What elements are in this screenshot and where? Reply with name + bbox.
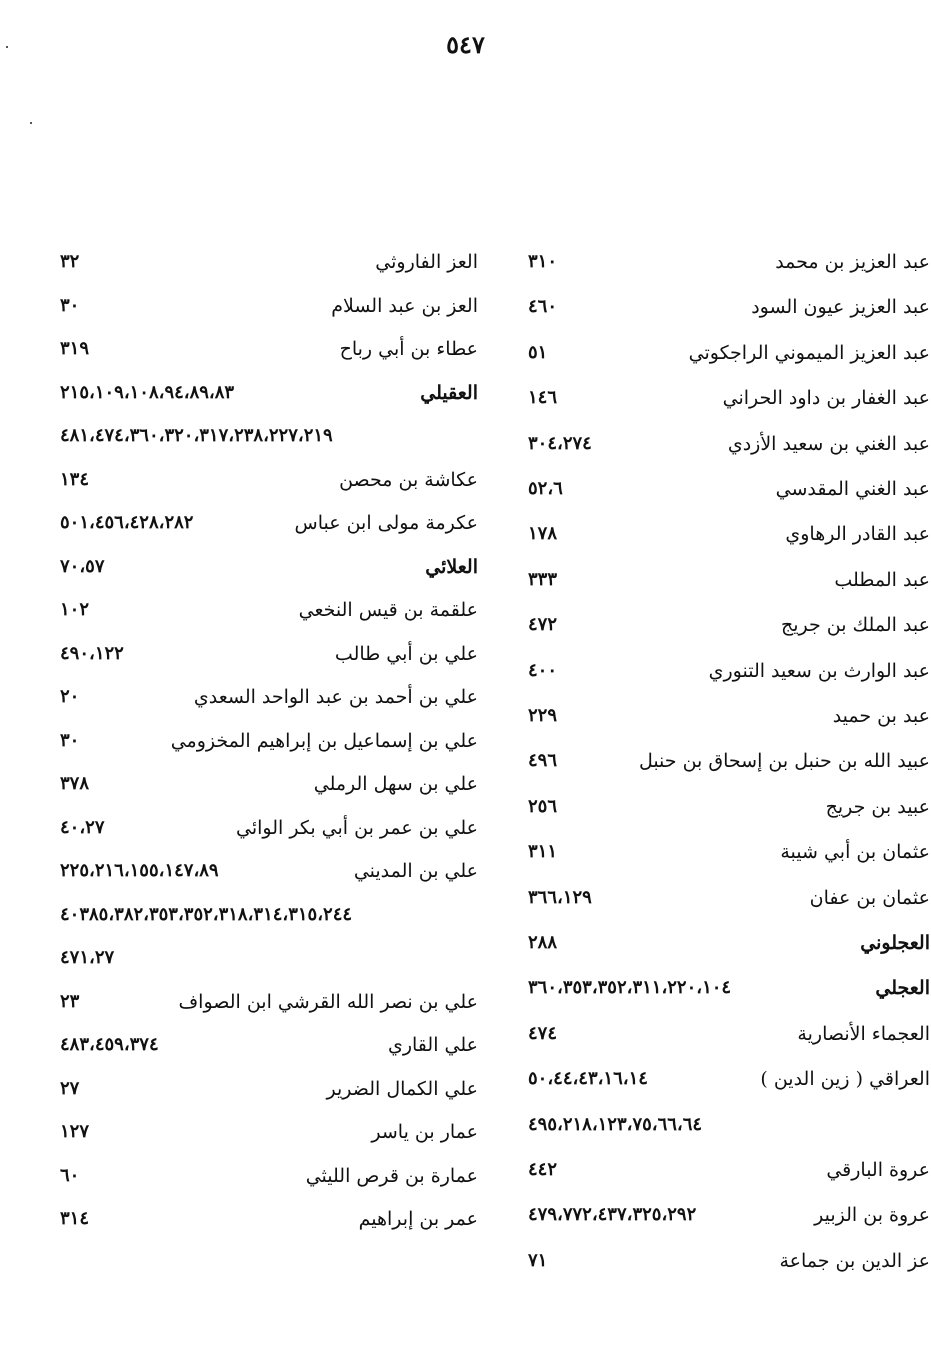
index-entry xyxy=(50,806,478,850)
entry-name: علي بن أبي طالب xyxy=(334,642,478,665)
index-entry xyxy=(518,467,930,511)
entry-name: العجلوني xyxy=(860,932,930,954)
entry-pages: ٤٠٠ xyxy=(528,659,558,681)
entry-pages: ٤٧٩،٧٧٢،٤٣٧،٣٢٥،٢٩٢ xyxy=(528,1204,697,1226)
entry-pages: ٤٩٠،١٢٢ xyxy=(60,642,124,664)
index-entry xyxy=(50,762,478,806)
entry-pages: ٤٧١،٢٧ xyxy=(60,947,115,968)
entry-pages: ٤٤٢ xyxy=(528,1159,558,1180)
entry-name: علي بن نصر الله القرشي ابن الصواف xyxy=(178,990,478,1013)
entry-name: عكاشة بن محصن xyxy=(339,468,478,491)
entry-name: عبد بن حميد xyxy=(832,705,930,727)
entry-name: عبد العزيز بن محمد xyxy=(775,251,930,273)
page-number: ٥٤٧ xyxy=(446,30,485,59)
entry-name: عروة بن الزبير xyxy=(814,1204,930,1227)
index-entry xyxy=(50,719,478,763)
index-entry xyxy=(50,414,478,458)
entry-pages: ٢٥٦ xyxy=(528,795,558,817)
entry-name: عبد الوارث بن سعيد التنوري xyxy=(708,659,930,682)
entry-name: عمر بن إبراهيم xyxy=(358,1208,478,1230)
entry-pages: ٤٠،٢٧ xyxy=(60,816,105,838)
entry-pages: ٣٠ xyxy=(60,729,80,751)
index-entry xyxy=(518,830,930,874)
entry-name: العراقي ( زين الدين ) xyxy=(760,1068,930,1091)
index-entry xyxy=(518,1012,930,1056)
entry-pages: ٣٧٨ xyxy=(60,773,90,794)
entry-pages: ٢١٥،١٠٩،١٠٨،٩٤،٨٩،٨٣ xyxy=(60,381,235,403)
entry-pages: ٤٦٠ xyxy=(528,296,558,318)
index-entry xyxy=(518,966,930,1010)
entry-pages: ٦٠ xyxy=(60,1164,80,1186)
entry-name: العقيلي xyxy=(420,381,478,404)
entry-name: عبد الغني بن سعيد الأزدي xyxy=(727,432,930,455)
index-entry xyxy=(518,649,930,693)
entry-pages: ٢٨٨ xyxy=(528,932,558,953)
entry-name: علي بن أحمد بن عبد الواحد السعدي xyxy=(193,686,478,708)
entry-pages: ٥١ xyxy=(528,341,548,363)
entry-name: عبد المطلب xyxy=(834,568,930,591)
entry-name: العجماء الأنصارية xyxy=(797,1022,930,1045)
entry-name: عمار بن ياسر xyxy=(371,1121,478,1143)
index-entry xyxy=(50,501,478,545)
index-entry xyxy=(50,371,478,415)
entry-name: العز بن عبد السلام xyxy=(331,294,478,317)
index-entry xyxy=(50,1067,478,1111)
entry-pages: ٥٢،٦ xyxy=(528,478,563,499)
entry-name: عبد الغني المقدسي xyxy=(775,478,930,500)
index-entry xyxy=(518,1057,930,1101)
entry-pages: ٤٩٦ xyxy=(528,750,558,772)
entry-name: عمارة بن قرص الليثي xyxy=(305,1164,478,1187)
index-entry xyxy=(518,558,930,602)
entry-pages: ٥٠١،٤٥٦،٤٢٨،٢٨٢ xyxy=(60,512,194,533)
index-entry xyxy=(518,1239,930,1283)
index-entry xyxy=(518,285,930,329)
entry-name: عبد العزيز عيون السود xyxy=(751,296,930,319)
entry-pages: ٤٨٣،٤٥٩،٣٧٤ xyxy=(60,1034,159,1055)
entry-name: عبد الملك بن جريج xyxy=(780,614,930,637)
index-entry xyxy=(50,893,478,937)
entry-pages: ١٧٨ xyxy=(528,523,558,545)
index-entry xyxy=(50,1110,478,1154)
entry-pages: ٣٠ xyxy=(60,294,80,316)
entry-pages: ١٣٤ xyxy=(60,468,90,490)
entry-pages: ٢٧ xyxy=(60,1077,80,1099)
entry-name: العز الفاروثي xyxy=(375,251,478,273)
index-entry xyxy=(518,1148,930,1192)
index-entry xyxy=(518,512,930,556)
index-entry xyxy=(50,849,478,893)
index-entry xyxy=(518,376,930,420)
entry-pages: ٣١١ xyxy=(528,841,558,863)
index-entry xyxy=(50,632,478,676)
index-entry xyxy=(50,1154,478,1198)
entry-name: عبد القادر الرهاوي xyxy=(785,523,930,546)
entry-name: عز الدين بن جماعة xyxy=(779,1249,930,1272)
entry-name: عروة البارقي xyxy=(826,1159,930,1181)
index-entry xyxy=(518,785,930,829)
entry-pages: ٣١٤ xyxy=(60,1208,90,1229)
index-entry xyxy=(50,1023,478,1067)
index-entry xyxy=(518,331,930,375)
index-entry xyxy=(50,327,478,371)
entry-name: عطاء بن أبي رباح xyxy=(339,338,478,360)
entry-name: علي الكمال الضرير xyxy=(326,1077,478,1100)
entry-pages: ٢٠ xyxy=(60,686,80,707)
entry-name: علي بن سهل الرملي xyxy=(313,773,478,795)
entry-pages: ٤٧٢ xyxy=(528,614,558,636)
index-entry xyxy=(518,603,930,647)
entry-name: علي بن المديني xyxy=(353,860,478,882)
scan-speck xyxy=(30,122,32,124)
index-entry xyxy=(518,1103,930,1147)
entry-name: عبد العزيز الميموني الراجكوتي xyxy=(688,341,930,364)
entry-pages: ٧١ xyxy=(528,1249,548,1271)
entry-name: علقمة بن قيس النخعي xyxy=(298,599,478,621)
index-entry xyxy=(518,921,930,965)
index-entry xyxy=(50,545,478,589)
index-entry xyxy=(518,694,930,738)
entry-name: علي بن عمر بن أبي بكر الوائي xyxy=(236,816,478,839)
entry-pages: ٣٠٤،٢٧٤ xyxy=(528,432,592,454)
index-entry xyxy=(50,1197,478,1241)
entry-pages: ٢٣ xyxy=(60,990,80,1012)
entry-name: العجلي xyxy=(875,977,930,1000)
entry-pages: ٣٣٣ xyxy=(528,568,558,590)
index-entry xyxy=(50,458,478,502)
entry-pages: ٣٦٠،٣٥٣،٣٥٢،٣١١،٢٢٠،١٠٤ xyxy=(528,977,732,999)
entry-name: عكرمة مولى ابن عباس xyxy=(294,512,478,534)
entry-pages: ٤٠٣٨٥،٣٨٢،٣٥٣،٣٥٢،٣١٨،٣١٤،٣١٥،٢٤٤ xyxy=(60,903,353,925)
entry-pages: ٣٢ xyxy=(60,251,80,272)
entry-name: عبد الغفار بن داود الحراني xyxy=(722,387,930,410)
entry-name: عثمان بن عفان xyxy=(809,886,930,909)
index-entry xyxy=(518,739,930,783)
index-entry xyxy=(50,980,478,1024)
entry-pages: ٥٠،٤٤،٤٣،١٦،١٤ xyxy=(528,1068,648,1090)
index-entry xyxy=(50,588,478,632)
entry-name: علي القاري xyxy=(387,1034,478,1056)
entry-pages: ٢٢٩ xyxy=(528,705,558,726)
index-entry xyxy=(50,675,478,719)
entry-pages: ٢٢٥،٢١٦،١٥٥،١٤٧،٨٩ xyxy=(60,860,219,881)
entry-name: عثمان بن أبي شيبة xyxy=(780,841,930,864)
entry-pages: ٣١٩ xyxy=(60,338,90,359)
entry-name: علي بن إسماعيل بن إبراهيم المخزومي xyxy=(170,729,478,752)
entry-pages: ٣١٠ xyxy=(528,251,558,272)
index-entry xyxy=(518,1193,930,1237)
entry-pages: ٣٦٦،١٢٩ xyxy=(528,886,592,908)
entry-name: العلائي xyxy=(425,555,478,578)
scan-speck xyxy=(6,46,8,48)
index-entry xyxy=(518,422,930,466)
entry-pages: ٤٧٤ xyxy=(528,1022,558,1044)
entry-name: عبيد بن جريج xyxy=(825,795,930,818)
index-entry xyxy=(50,936,478,980)
entry-pages: ١٤٦ xyxy=(528,387,558,409)
entry-pages: ١٢٧ xyxy=(60,1121,90,1142)
entry-pages: ٤٩٥،٢١٨،١٢٣،٧٥،٦٦،٦٤ xyxy=(528,1113,703,1135)
index-entry xyxy=(50,240,478,284)
index-entry xyxy=(518,876,930,920)
entry-name: عبيد الله بن حنبل بن إسحاق بن حنبل xyxy=(638,750,930,773)
entry-pages: ١٠٢ xyxy=(60,599,90,620)
entry-pages: ٧٠،٥٧ xyxy=(60,555,105,577)
entry-pages: ٤٨١،٤٧٤،٣٦٠،٣٢٠،٣١٧،٢٣٨،٢٢٧،٢١٩ xyxy=(60,425,333,446)
index-entry xyxy=(50,284,478,328)
index-entry xyxy=(518,240,930,284)
